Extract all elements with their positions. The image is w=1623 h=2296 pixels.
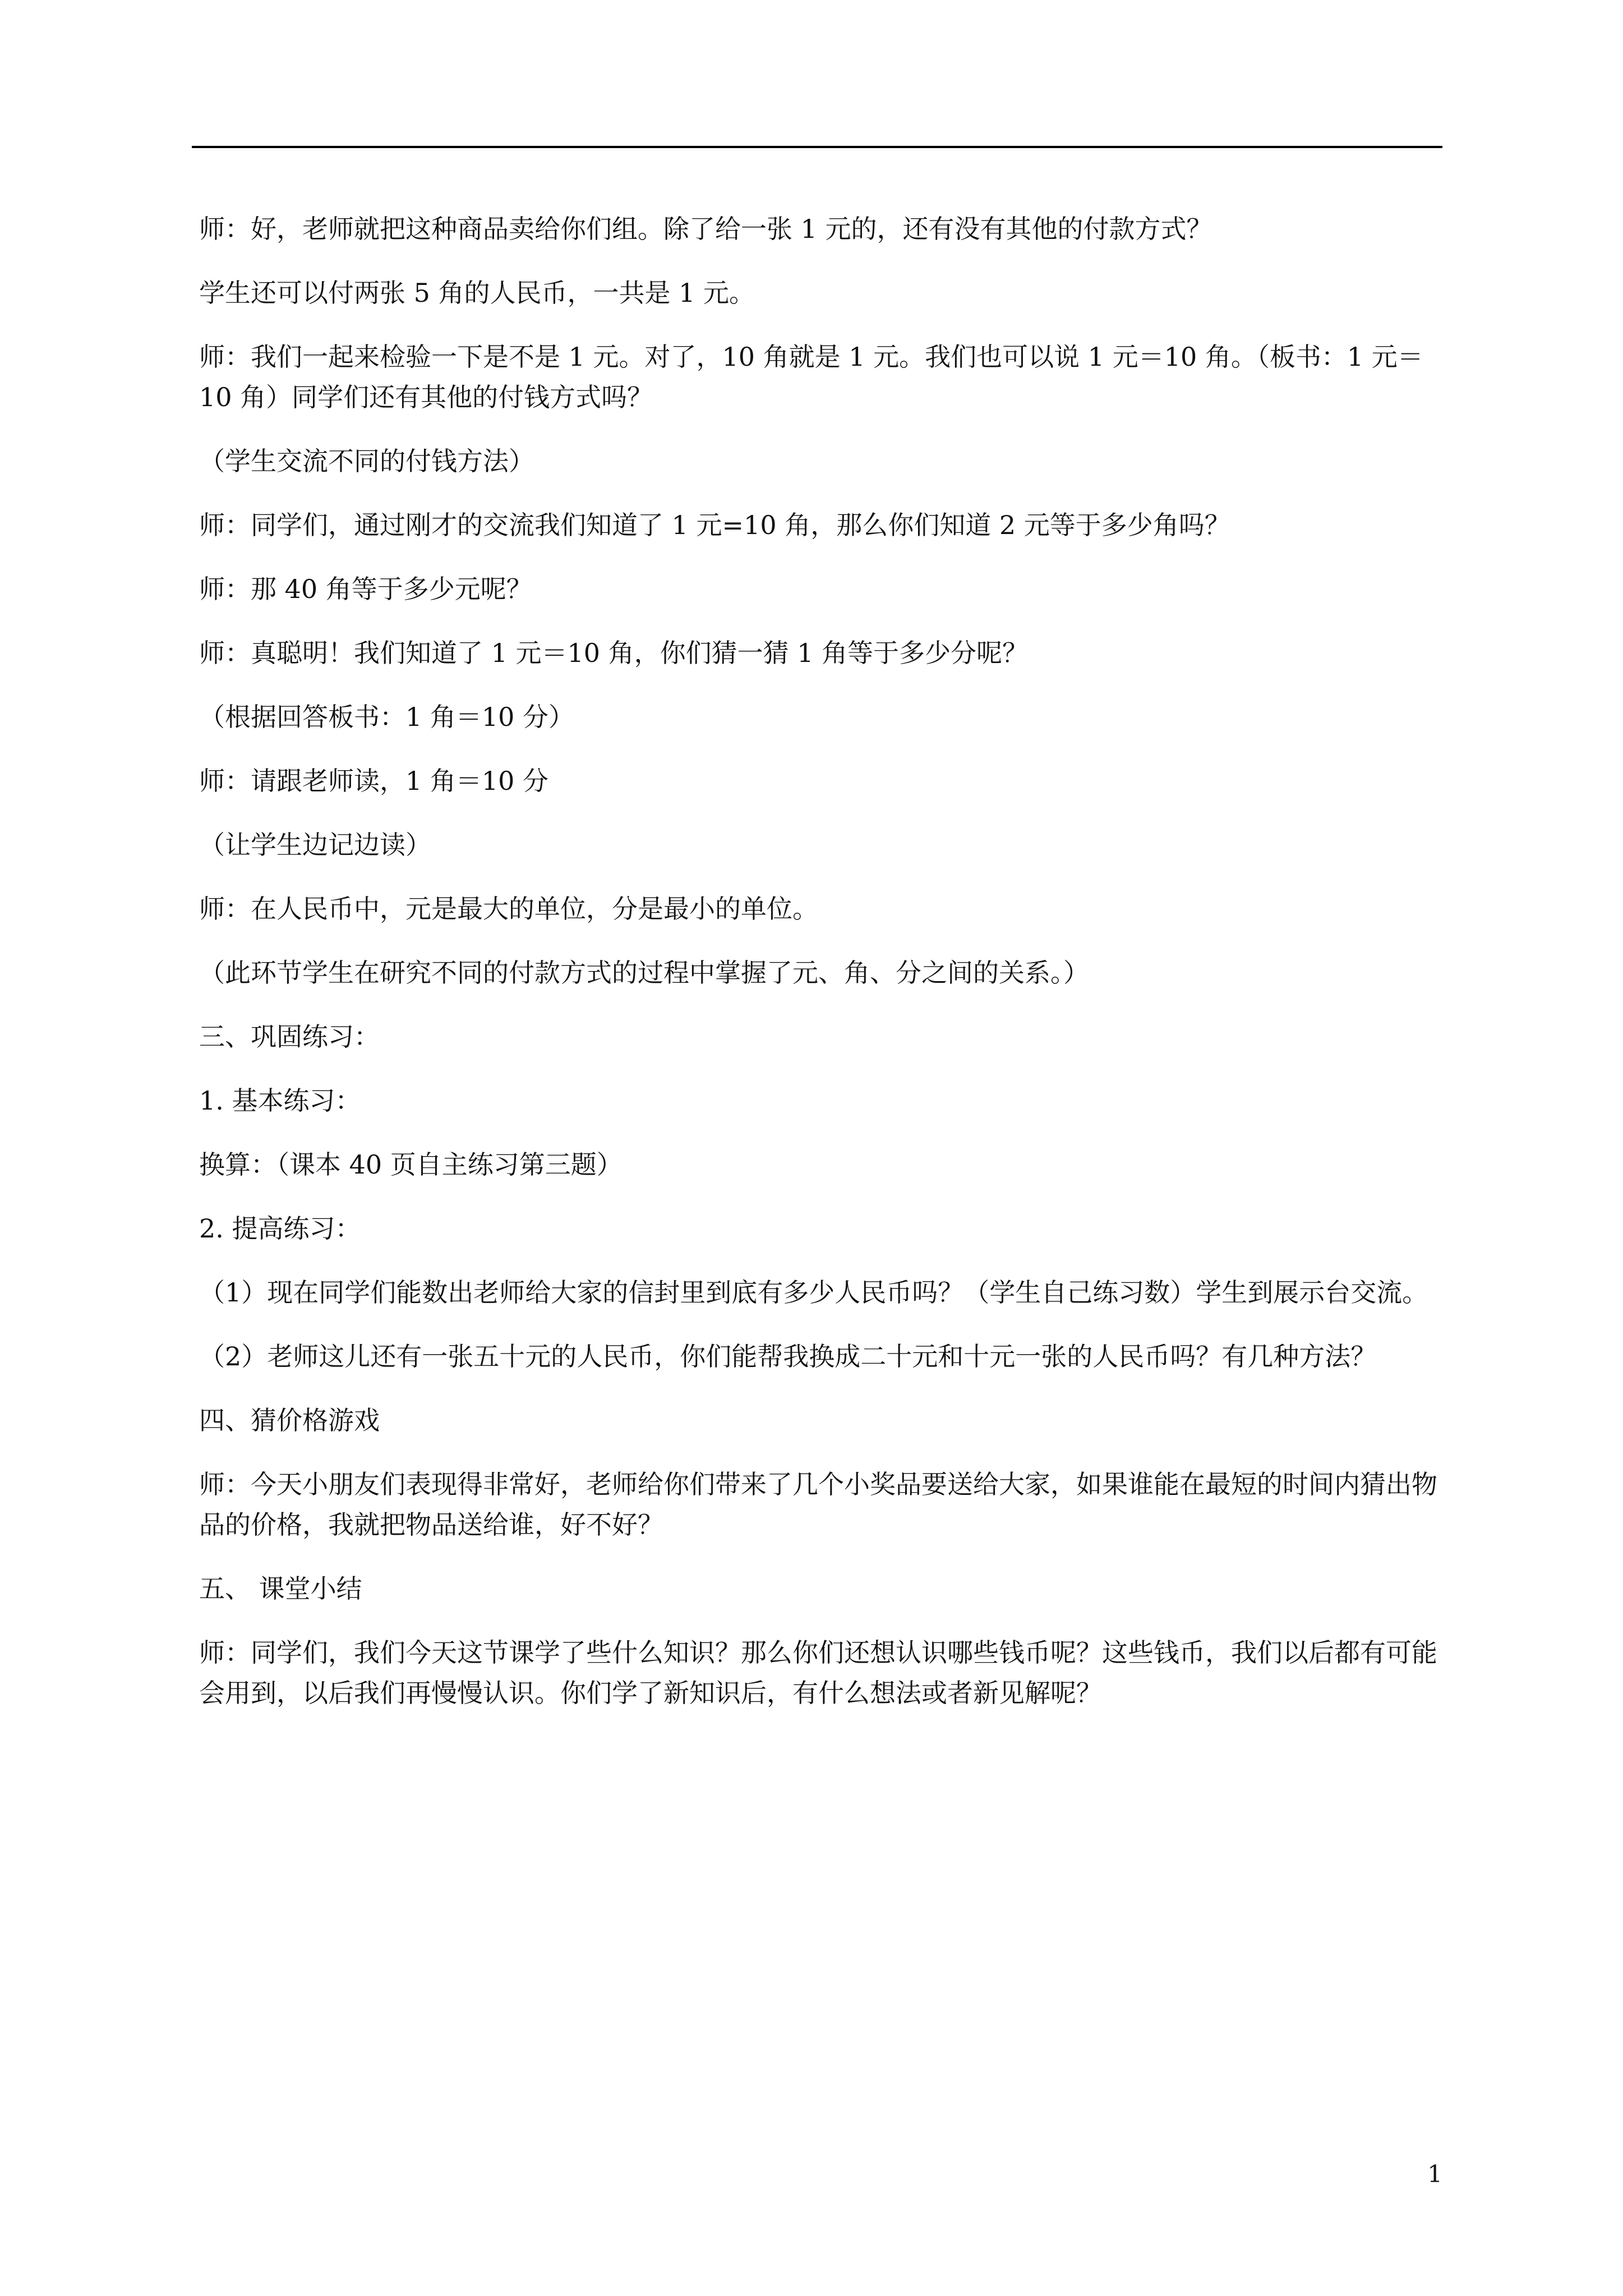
paragraph-exercise-2: （2）老师这儿还有一张五十元的人民币，你们能帮我换成二十元和十元一张的人民币吗？有几种方法？ — [199, 1341, 1377, 1372]
document-body — [199, 209, 1441, 1737]
paragraph-summary: 师：同学们，我们今天这节课学了些什么知识？那么你们还想认识哪些钱币呢？这些钱币，我们以后都有可能会用到，以后我们再慢慢认识。你们学了新知识后，有什么想法或者新见解呢？ — [199, 1637, 1437, 1708]
section-heading-4: 四、猜价格游戏 — [199, 1405, 380, 1435]
paragraph-11: 师：在人民币中，元是最大的单位，分是最小的单位。 — [199, 894, 818, 924]
subheading-basic-practice: 1. 基本练习： — [199, 1085, 361, 1116]
paragraph-exercise-1: （1）现在同学们能数出老师给大家的信封里到底有多少人民币吗？（学生自己练习数）学生到展示台交流。 — [199, 1277, 1428, 1308]
paragraph-10: （让学生边记边读） — [199, 830, 431, 860]
paragraph-game: 师：今天小朋友们表现得非常好，老师给你们带来了几个小奖品要送给大家，如果谁能在最短的时间内猜出物品的价格，我就把物品送给谁，好不好？ — [199, 1469, 1437, 1540]
section-heading-5: 五、 课堂小结 — [199, 1573, 362, 1604]
paragraph-2: 学生还可以付两张 5 角的人民币，一共是 1 元。 — [199, 278, 755, 308]
paragraph-1: 师：好，老师就把这种商品卖给你们组。除了给一张 1 元的，还有没有其他的付款方式？ — [199, 214, 1212, 244]
paragraph-4: （学生交流不同的付钱方法） — [199, 446, 534, 476]
paragraph-6: 师：那 40 角等于多少元呢？ — [199, 574, 532, 604]
header-rule — [192, 146, 1442, 148]
paragraph-conversion: 换算：（课本 40 页自主练习第三题） — [199, 1149, 623, 1180]
paragraph-5: 师：同学们，通过刚才的交流我们知道了 1 元=10 角，那么你们知道 2 元等于多少角吗？ — [199, 510, 1230, 540]
subheading-advanced-practice: 2. 提高练习： — [199, 1213, 361, 1244]
paragraph-3: 师：我们一起来检验一下是不是 1 元。对了，10 角就是 1 元。我们也可以说 1 元＝10 角。（板书：1 元＝10 角）同学们还有其他的付钱方式吗？ — [199, 342, 1423, 412]
paragraph-8: （根据回答板书：1 角＝10 分） — [199, 702, 575, 732]
paragraph-12: （此环节学生在研究不同的付款方式的过程中掌握了元、角、分之间的关系。） — [199, 958, 1089, 988]
page-number: 1 — [1427, 2160, 1442, 2188]
paragraph-9: 师：请跟老师读，1 角＝10 分 — [199, 766, 549, 796]
section-heading-3: 三、巩固练习： — [199, 1022, 380, 1052]
paragraph-7: 师：真聪明！我们知道了 1 元＝10 角，你们猜一猜 1 角等于多少分呢？ — [199, 638, 1029, 668]
